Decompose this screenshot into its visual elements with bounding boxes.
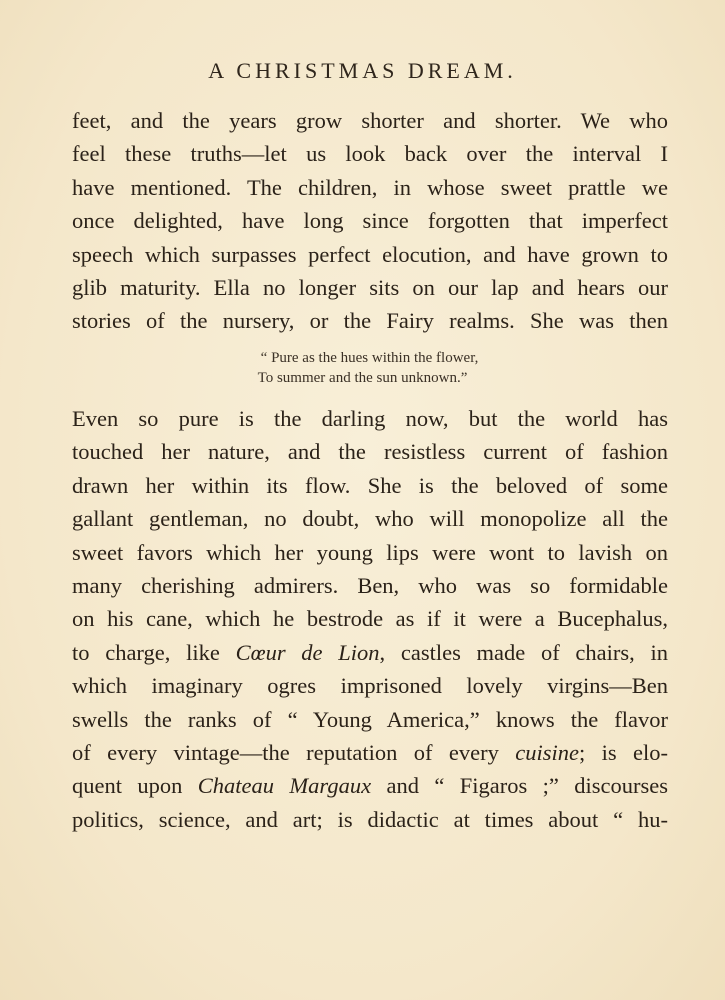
text-line: sweet favors which her young lips were wont to lavish on <box>72 539 668 565</box>
text-line <box>72 736 668 769</box>
verse-quotation <box>0 348 725 388</box>
running-head: A CHRISTMAS DREAM. <box>208 58 517 83</box>
text-line: feel these truths—let us look back over the interval I <box>72 141 668 167</box>
text-run: to charge, like <box>72 639 236 665</box>
text-line: Even so pure is the darling now, but the world has <box>72 406 668 431</box>
paragraph-2 <box>72 402 668 836</box>
text-line: once delighted, have long since forgotten that imperfect <box>72 208 668 234</box>
italic-text: Cœur de Lion <box>235 639 380 665</box>
text-line: touched her nature, and the resistless current of fashion <box>72 439 668 465</box>
text-run: , castles made of chairs, in <box>379 639 668 665</box>
paragraph-1 <box>72 104 668 338</box>
text-run: of every vintage—the reputation of every <box>72 739 516 765</box>
text-run: ; is elo- <box>578 739 668 765</box>
text-line: drawn her within its flow. She is the beloved of some <box>72 472 668 498</box>
text-line: stories of the nursery, or the Fairy realms. She was then <box>72 308 668 334</box>
text-line: many cherishing admirers. Ben, who was so formidable <box>72 572 668 598</box>
text-line: speech which surpasses perfect elocution, and have grown to <box>72 241 668 267</box>
text-run: quent upon <box>72 773 198 799</box>
text-line: swells the ranks of “ Young America,” knows the flavor <box>72 706 668 732</box>
text-line <box>72 769 668 802</box>
text-line: politics, science, and art; is didactic at times about “ hu- <box>72 806 668 832</box>
italic-text: cuisine <box>515 739 579 765</box>
text-run: and “ Figaros ;” discourses <box>371 773 668 799</box>
text-line: which imaginary ogres imprisoned lovely virgins—Ben <box>72 673 668 699</box>
text-line <box>72 636 668 669</box>
italic-text: Chateau Margaux <box>197 773 372 799</box>
text-line: have mentioned. The children, in whose sweet prattle we <box>72 174 668 200</box>
text-line: feet, and the years grow shorter and shorter. We who <box>72 108 668 133</box>
text-line: gallant gentleman, no doubt, who will monopolize all the <box>72 506 668 532</box>
verse-line: To summer and the sun unknown.” <box>257 370 468 386</box>
verse-line: “ Pure as the hues within the flower, <box>260 350 479 366</box>
text-line: on his cane, which he bestrode as if it were a Bucephalus, <box>72 606 668 632</box>
text-line: glib maturity. Ella no longer sits on our lap and hears our <box>72 274 668 300</box>
